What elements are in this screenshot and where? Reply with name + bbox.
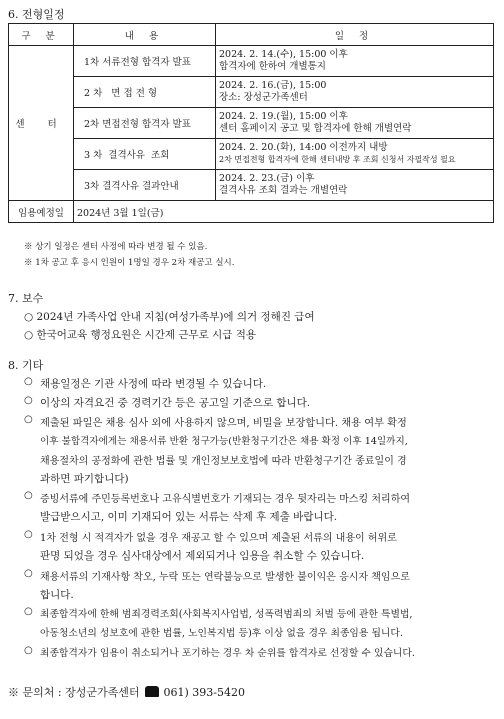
schedule-line2: 센터 홈페이지 공고 및 합격자에 한해 개별연락 <box>219 123 412 134</box>
list-item: 최종합격자에 한해 범죄경력조회(사회복지사업법, 성폭력범죄의 처벌 등에 관한 특별법, <box>40 609 413 620</box>
list-item: 제출된 파일은 채용 심사 외에 사용하지 않으며, 비밀을 보장합니다. 채용 여부 확정 <box>40 418 407 429</box>
row-item: 2차 면접전형 합격자 발표 <box>74 108 216 139</box>
schedule-line1: 2024. 2. 14.(수), 15:00 이후 <box>219 49 348 60</box>
section7-title: 7. 보수 <box>8 292 44 305</box>
section7-line: ○ 2024년 가족사업 안내 지침(여성가족부)에 의거 정해진 급여 <box>24 311 315 323</box>
row-item: 1차 서류전형 합격자 발표 <box>74 46 216 77</box>
schedule-line2: 합격자에 한하여 개별통지 <box>219 61 326 72</box>
table-row <box>9 139 494 170</box>
table-row-final <box>9 201 494 223</box>
list-item-cont: 판명 되었을 경우 심사대상에서 제외되거나 임용을 취소할 수 있습니다. <box>40 550 365 562</box>
list-item-cont: 합니다. <box>40 589 74 601</box>
final-value: 2024년 3월 1일(금) <box>74 201 494 223</box>
section6-title: 6. 전형일정 <box>8 8 65 21</box>
header-item: 내 용 <box>74 24 216 46</box>
table-row <box>9 170 494 201</box>
schedule-line2: 2차 면접전형 합격자에 한해 센터내방 후 조회 신청서 자필작성 필요 <box>219 155 456 164</box>
row-schedule <box>216 139 494 170</box>
list-item: 이상의 자격요건 중 경력기간 등은 공고일 기준으로 합니다. <box>40 397 311 409</box>
list-item-cont: 채용절차의 공정화에 관한 법률 및 개인정보보호법에 따라 반환청구기간 종료일이 경 <box>40 456 407 467</box>
row-schedule <box>216 77 494 108</box>
schedule-line2: 장소: 장성군가족센터 <box>219 92 308 103</box>
schedule-table <box>8 23 494 223</box>
list-item: 증빙서류에 주민등록번호나 고유식별번호가 기재되는 경우 뒷자리는 마스킹 처리하여 <box>40 494 411 505</box>
bullet-icon: ○ <box>24 645 33 656</box>
row-schedule <box>216 108 494 139</box>
list-item: 1차 전형 시 적격자가 없을 경우 재공고 할 수 있으며 제출된 서류의 내용이 허위로 <box>40 533 397 544</box>
contact-line <box>8 684 245 700</box>
row-item: 3 차 결격사유 조회 <box>74 139 216 170</box>
schedule-line2: 결격사유 조회 결과는 개별연락 <box>219 185 348 196</box>
schedule-line1: 2024. 2. 16.(금), 15:00 <box>219 80 327 91</box>
schedule-line1: 2024. 2. 19.(월), 15:00 이후 <box>219 111 348 122</box>
list-item: 채용서류의 기재사항 착오, 누락 또는 연락불능으로 발생한 불이익은 응시자 책임으로 <box>40 572 410 583</box>
list-item: 최종합격자가 임용이 취소되거나 포기하는 경우 차 순위를 합격자로 선정할 수 있습니다. <box>40 648 415 659</box>
bullet-icon: ○ <box>24 529 33 540</box>
list-item-cont: 발급받으시고, 이미 기재되어 있는 서류는 삭제 후 제출 바랍니다. <box>40 511 338 523</box>
table-row <box>9 108 494 139</box>
table-row <box>9 46 494 77</box>
row-schedule <box>216 170 494 201</box>
list-item-cont: 아동청소년의 성보호에 관한 법률, 노인복지법 등)후 이상 없을 경우 최종임용 됩니다. <box>40 628 403 639</box>
row-item: 2 차 면 접 전 형 <box>74 77 216 108</box>
table-row <box>9 77 494 108</box>
bullet-icon: ○ <box>24 568 33 579</box>
list-item-cont: 과하면 파기합니다) <box>40 473 129 485</box>
group-label: 센 터 <box>9 46 74 201</box>
table-header-row <box>9 24 494 46</box>
telephone-icon <box>145 686 159 697</box>
note-line: ※ 1차 공고 후 응시 인원이 1명일 경우 2차 재공고 실시. <box>24 258 235 268</box>
schedule-line1: 2024. 2. 23.(금) 이후 <box>219 173 315 184</box>
final-label: 임용예정일 <box>9 201 74 223</box>
section7-line: ○ 한국어교육 행정요원은 시간제 근무로 시급 적용 <box>24 329 257 341</box>
bullet-icon: ○ <box>24 414 33 425</box>
section8-title: 8. 기타 <box>8 359 44 372</box>
schedule-line1: 2024. 2. 20.(화), 14:00 이전까지 내방 <box>219 142 388 153</box>
bullet-icon: ○ <box>24 376 33 387</box>
bullet-icon: ○ <box>24 395 33 406</box>
bullet-icon: ○ <box>24 606 33 617</box>
list-item-cont: 이후 불합격자에게는 채용서류 반환 청구가능(반환청구기간은 채용 확정 이후 14일까지, <box>40 436 408 447</box>
note-line: ※ 상기 일정은 센터 사정에 따라 변경 될 수 있음. <box>24 242 208 252</box>
header-group: 구 분 <box>9 24 74 46</box>
contact-prefix: ※ 문의처 : 장성군가족센터 <box>8 686 140 699</box>
list-item: 채용일정은 기관 사정에 따라 변경될 수 있습니다. <box>40 378 267 390</box>
header-schedule: 일 정 <box>216 24 494 46</box>
contact-phone: 061) 393-5420 <box>163 686 245 699</box>
row-schedule <box>216 46 494 77</box>
row-item: 3차 결격사유 결과안내 <box>74 170 216 201</box>
bullet-icon: ○ <box>24 490 33 501</box>
